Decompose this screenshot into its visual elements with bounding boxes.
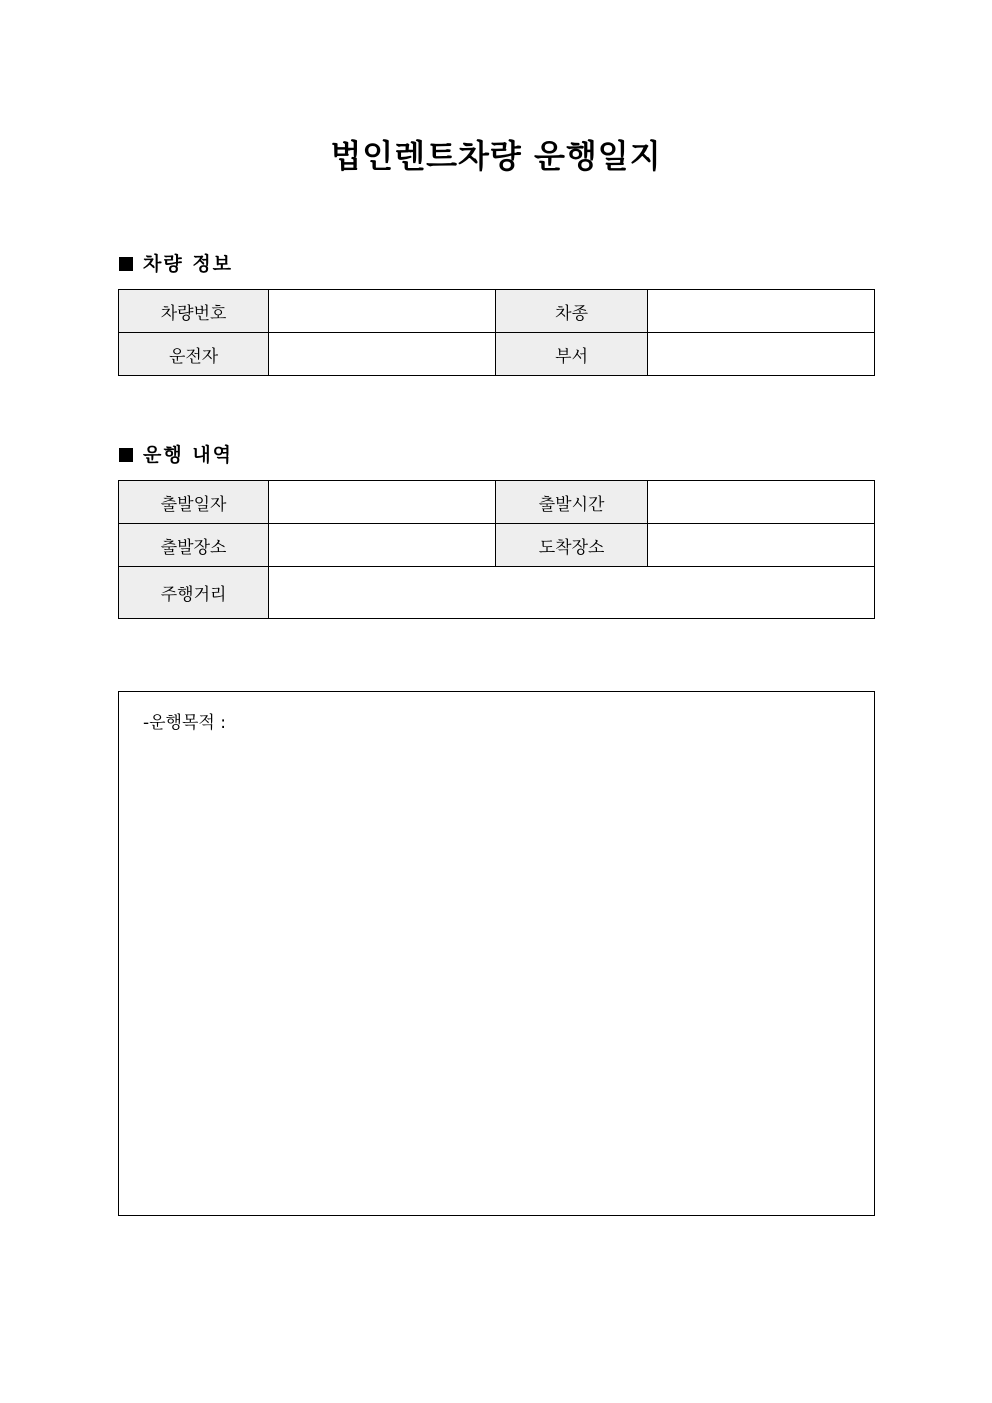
department-field[interactable]: [647, 333, 874, 376]
arrival-place-field[interactable]: [647, 524, 874, 567]
departure-place-field[interactable]: [269, 524, 496, 567]
departure-time-field[interactable]: [647, 481, 874, 524]
document-title: 법인렌트차량 운행일지: [330, 137, 662, 175]
vehicle-info-table: [118, 289, 875, 376]
vehicle-model-label: 차종: [496, 290, 647, 333]
driver-field[interactable]: [269, 333, 496, 376]
trip-purpose-box[interactable]: [118, 691, 875, 1216]
trip-details-heading: [119, 442, 233, 468]
square-bullet-icon: [119, 257, 133, 271]
vehicle-info-heading: [119, 251, 233, 277]
table-row: [119, 567, 875, 619]
table-row: [119, 290, 875, 333]
trip-details-table: [118, 480, 875, 619]
table-row: [119, 481, 875, 524]
square-bullet-icon: [119, 448, 133, 462]
table-row: [119, 524, 875, 567]
distance-label: 주행거리: [119, 567, 269, 619]
departure-time-label: 출발시간: [496, 481, 647, 524]
vehicle-number-field[interactable]: [269, 290, 496, 333]
trip-purpose-label: -운행목적 :: [143, 713, 226, 733]
departure-date-field[interactable]: [269, 481, 496, 524]
table-row: [119, 333, 875, 376]
vehicle-number-label: 차량번호: [119, 290, 269, 333]
vehicle-model-field[interactable]: [647, 290, 874, 333]
trip-details-heading-text: 운행 내역: [143, 444, 234, 466]
vehicle-info-heading-text: 차량 정보: [143, 253, 234, 275]
departure-date-label: 출발일자: [119, 481, 269, 524]
department-label: 부서: [496, 333, 647, 376]
distance-field[interactable]: [269, 567, 875, 619]
arrival-place-label: 도착장소: [496, 524, 647, 567]
departure-place-label: 출발장소: [119, 524, 269, 567]
driver-label: 운전자: [119, 333, 269, 376]
